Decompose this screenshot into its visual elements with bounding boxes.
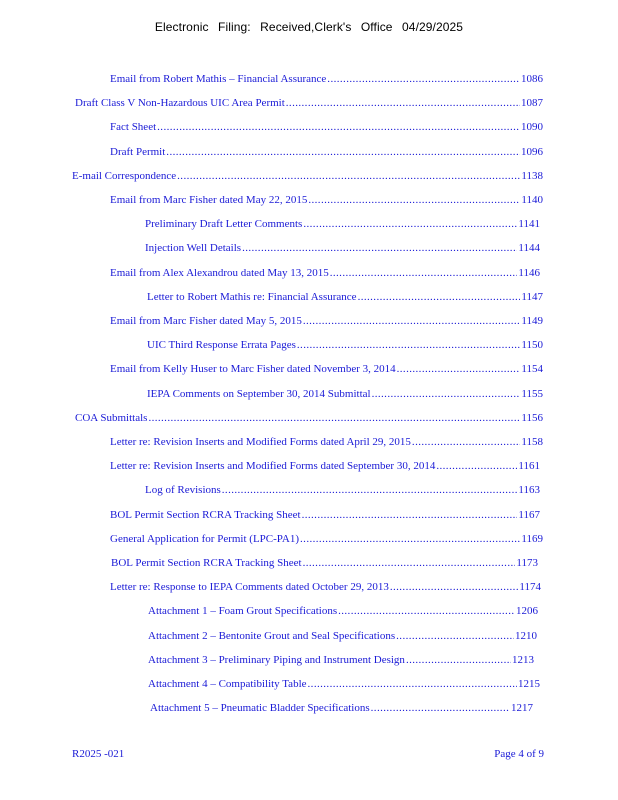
dot-leader: [372, 385, 521, 403]
toc-entry-page: 1150: [521, 339, 543, 352]
dot-leader: [308, 675, 517, 693]
dot-leader: [308, 191, 520, 209]
dot-leader: [297, 336, 521, 354]
toc-entry-title: Draft Permit: [110, 145, 166, 158]
toc-entry: [75, 409, 543, 427]
toc-entry-page: 1140: [521, 194, 543, 206]
toc-entry-page: 1090: [521, 121, 543, 134]
toc-entry: [110, 118, 543, 136]
toc-entry-page: 1173: [516, 557, 538, 569]
page-number: Page 4 of 9: [494, 748, 544, 760]
dot-leader: [358, 288, 521, 306]
toc-entry: [148, 627, 537, 645]
toc-entry-page: 1156: [521, 411, 543, 424]
toc-entry-title: Fact Sheet: [110, 121, 157, 134]
toc-entry-page: 1206: [516, 605, 538, 618]
toc-entry-title: Attachment 1 – Foam Grout Specifications: [148, 605, 338, 618]
toc-entry-title: General Application for Permit (LPC-PA1): [110, 532, 300, 545]
dot-leader: [390, 578, 519, 596]
toc-entry-page: 1154: [521, 363, 543, 376]
toc-entry-title: UIC Third Response Errata Pages: [147, 339, 296, 352]
toc-entry-page: 1217: [511, 702, 533, 715]
dot-leader: [300, 530, 520, 548]
dot-leader: [242, 239, 517, 257]
toc-entry: [110, 433, 543, 451]
toc-entry-page: 1147: [521, 290, 543, 303]
toc-entry: [145, 215, 540, 233]
dot-leader: [330, 264, 518, 282]
dot-leader: [303, 215, 517, 233]
toc-entry: [75, 94, 543, 112]
toc-entry: [147, 336, 543, 354]
toc-entry-title: Letter re: Revision Inserts and Modified Forms dated September 30, 2014: [110, 460, 436, 473]
toc-entry-title: Email from Robert Mathis – Financial Assurance: [110, 73, 327, 85]
toc-entry: [110, 360, 543, 378]
toc-entry: [110, 70, 543, 88]
dot-leader: [397, 360, 521, 378]
toc-entry: [145, 481, 540, 499]
toc-entry-title: Log of Revisions: [145, 484, 221, 497]
dot-leader: [157, 118, 520, 136]
toc-entry-title: Attachment 2 – Bentonite Grout and Seal Specifications: [148, 629, 396, 642]
toc-entry-title: Attachment 3 – Preliminary Piping and Instrument Design: [148, 653, 405, 666]
toc-entry-title: BOL Permit Section RCRA Tracking Sheet: [110, 508, 301, 521]
toc-entry: [110, 530, 543, 548]
toc-entry-page: 1146: [518, 266, 540, 279]
toc-entry: [145, 239, 540, 257]
toc-entry: [148, 602, 538, 620]
toc-entry-title: COA Submittals: [75, 411, 148, 424]
document-id: R2025 -021: [72, 748, 125, 760]
toc-entry: [150, 699, 533, 717]
filing-header: Electronic Filing: Received,Clerk's Office 04/29/2025: [154, 20, 464, 34]
toc-entry: [110, 312, 543, 330]
dot-leader: [303, 554, 516, 572]
dot-leader: [412, 433, 520, 451]
toc-entry-page: 1174: [519, 581, 541, 594]
toc-entry-page: 1215: [518, 678, 540, 690]
toc-entry-page: 1169: [521, 532, 543, 545]
dot-leader: [302, 506, 518, 524]
toc-entry: [110, 143, 543, 161]
toc-entry: [110, 578, 541, 596]
toc-entry-page: 1210: [515, 629, 537, 642]
toc-entry-page: 1213: [512, 653, 534, 666]
toc-entry-page: 1138: [521, 169, 543, 182]
toc-entry-page: 1163: [518, 484, 540, 497]
toc-entry-page: 1161: [518, 460, 540, 473]
toc-entry-title: Attachment 4 – Compatibility Table: [148, 678, 307, 690]
toc-entry: [110, 506, 540, 524]
toc-entry-title: Draft Class V Non-Hazardous UIC Area Permit: [75, 97, 285, 110]
toc-entry: [147, 288, 543, 306]
dot-leader: [396, 627, 514, 645]
toc-entry-title: Letter re: Response to IEPA Comments dated October 29, 2013: [110, 581, 389, 594]
toc-entry-title: Email from Alex Alexandrou dated May 13, 2015: [110, 266, 329, 279]
toc-entry-title: Email from Marc Fisher dated May 22, 2015: [110, 194, 308, 206]
dot-leader: [327, 70, 520, 88]
dot-leader: [148, 409, 520, 427]
toc-entry: [148, 675, 540, 693]
toc-entry-title: E-mail Correspondence: [72, 169, 177, 182]
toc-entry-page: 1149: [521, 315, 543, 327]
toc-entry-title: Preliminary Draft Letter Comments: [145, 218, 303, 231]
dot-leader: [406, 651, 511, 669]
toc-entry: [110, 457, 540, 475]
toc-entry-title: IEPA Comments on September 30, 2014 Submittal: [147, 387, 371, 400]
toc-entry-title: Attachment 5 – Pneumatic Bladder Specifications: [150, 702, 370, 715]
toc-entry: [148, 651, 534, 669]
toc-entry-page: 1167: [518, 508, 540, 521]
dot-leader: [371, 699, 510, 717]
toc-entry-page: 1087: [521, 97, 543, 110]
toc-entry-page: 1086: [521, 73, 543, 85]
dot-leader: [338, 602, 515, 620]
dot-leader: [303, 312, 521, 330]
toc-entry-page: 1158: [521, 436, 543, 448]
dot-leader: [436, 457, 517, 475]
toc-entry: [72, 167, 543, 185]
toc-entry: [111, 554, 538, 572]
toc-entry-title: Letter re: Revision Inserts and Modified Forms dated April 29, 2015: [110, 436, 411, 448]
toc-entry: [147, 385, 543, 403]
toc-entry-page: 1155: [521, 387, 543, 400]
toc-entry-title: Email from Marc Fisher dated May 5, 2015: [110, 315, 302, 327]
toc-entry-page: 1141: [518, 218, 540, 231]
toc-entry-title: Letter to Robert Mathis re: Financial Assurance: [147, 290, 357, 303]
dot-leader: [177, 167, 520, 185]
toc-entry-title: BOL Permit Section RCRA Tracking Sheet: [111, 557, 302, 569]
toc-entry-title: Injection Well Details: [145, 242, 242, 255]
toc-entry-page: 1096: [521, 145, 543, 158]
toc-entry: [110, 264, 540, 282]
dot-leader: [166, 143, 520, 161]
toc-entry-title: Email from Kelly Huser to Marc Fisher dated November 3, 2014: [110, 363, 396, 376]
dot-leader: [222, 481, 518, 499]
toc-entry: [110, 191, 543, 209]
dot-leader: [286, 94, 520, 112]
toc-entry-page: 1144: [518, 242, 540, 255]
